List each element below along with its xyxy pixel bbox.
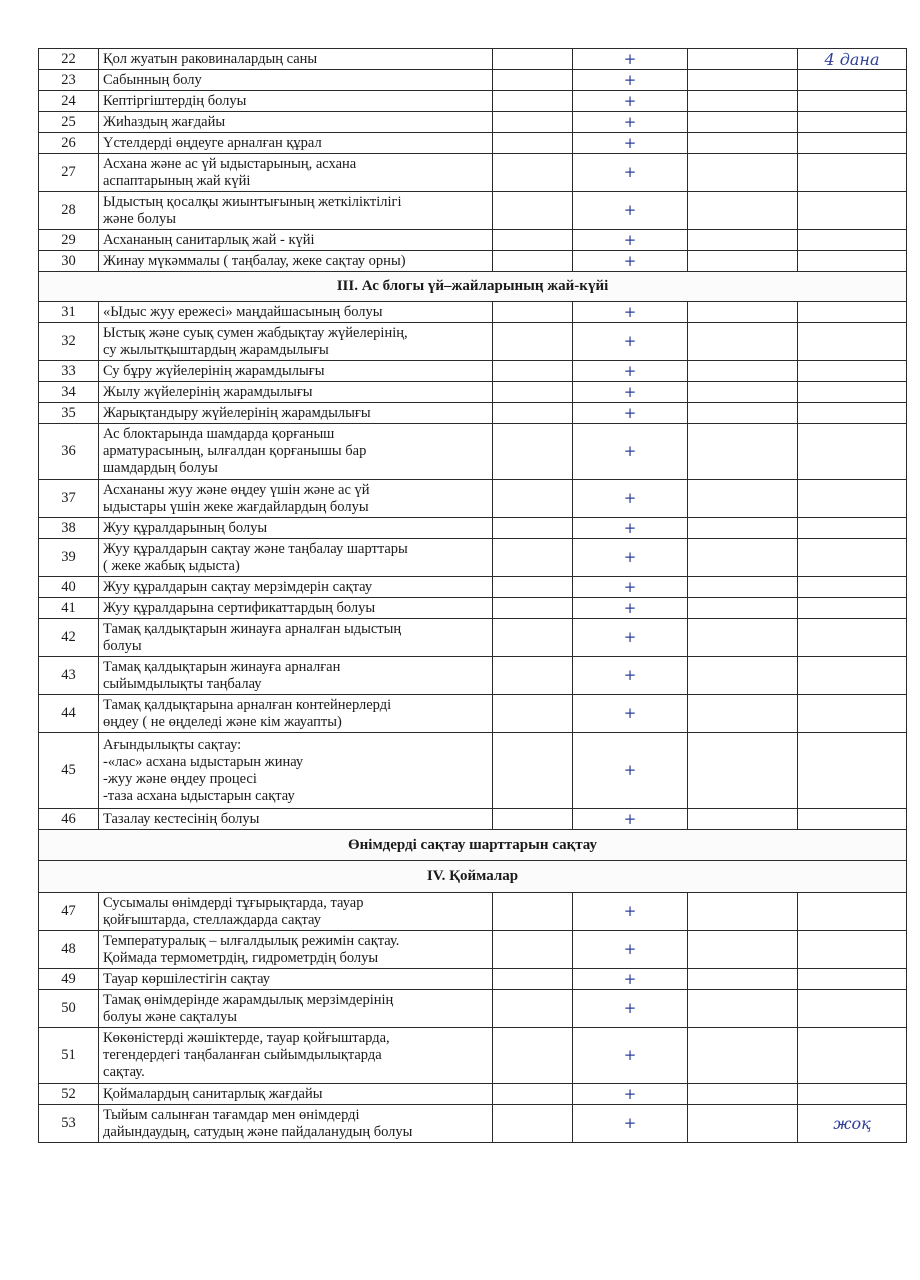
empty-cell bbox=[493, 1105, 573, 1143]
empty-cell bbox=[493, 154, 573, 192]
handwritten-check-mark: + bbox=[573, 809, 688, 830]
description-line: Жуу құралдарына сертификаттардың болуы bbox=[103, 599, 376, 616]
row-description bbox=[99, 382, 493, 403]
table-row bbox=[39, 302, 907, 323]
row-number: 41 bbox=[39, 598, 99, 619]
handwritten-check-mark: + bbox=[573, 539, 688, 577]
description-line: -жуу және өңдеу процесі bbox=[103, 770, 257, 787]
description-line: Тамақ қалдықтарын жинауға арналған bbox=[103, 658, 341, 675]
table-row bbox=[39, 1028, 907, 1084]
empty-cell bbox=[688, 969, 798, 990]
section-heading-storage-conditions: Өнімдерді сақтау шарттарын сақтау bbox=[39, 830, 907, 861]
section-row bbox=[39, 830, 907, 861]
table-row bbox=[39, 154, 907, 192]
description-line: Жиһаздың жағдайы bbox=[103, 113, 226, 130]
section-row bbox=[39, 861, 907, 893]
table-row bbox=[39, 403, 907, 424]
handwritten-check-mark: + bbox=[573, 361, 688, 382]
description-line: сыйымдылықты таңбалау bbox=[103, 675, 262, 692]
row-description bbox=[99, 990, 493, 1028]
row-description bbox=[99, 598, 493, 619]
row-number: 30 bbox=[39, 251, 99, 272]
description-line: Жуу құралдарын сақтау мерзімдерін сақтау bbox=[103, 578, 373, 595]
row-number: 43 bbox=[39, 657, 99, 695]
empty-cell bbox=[688, 70, 798, 91]
table-row bbox=[39, 518, 907, 539]
handwritten-check-mark: + bbox=[573, 480, 688, 518]
description-line: және болуы bbox=[103, 210, 176, 227]
table-row bbox=[39, 539, 907, 577]
empty-cell bbox=[688, 403, 798, 424]
description-line: Жинау мүкәммалы ( таңбалау, жеке сақтау орны) bbox=[103, 252, 406, 269]
row-number: 26 bbox=[39, 133, 99, 154]
description-line: қойғыштарда, стеллаждарда сақтау bbox=[103, 911, 321, 928]
handwritten-note bbox=[798, 990, 907, 1028]
section-heading-kitchen-premises: ІІІ. Ас блогы үй–жайларының жай-күйі bbox=[39, 272, 907, 302]
description-line: сақтау. bbox=[103, 1064, 145, 1080]
empty-cell bbox=[688, 192, 798, 230]
row-number: 46 bbox=[39, 809, 99, 830]
section-heading-group-3 bbox=[39, 272, 907, 302]
handwritten-note bbox=[798, 657, 907, 695]
handwritten-note bbox=[798, 112, 907, 133]
handwritten-note bbox=[798, 323, 907, 361]
row-number: 25 bbox=[39, 112, 99, 133]
table-row bbox=[39, 133, 907, 154]
table-row bbox=[39, 480, 907, 518]
handwritten-check-mark: + bbox=[573, 518, 688, 539]
table-row bbox=[39, 1105, 907, 1143]
row-number: 35 bbox=[39, 403, 99, 424]
empty-cell bbox=[688, 302, 798, 323]
empty-cell bbox=[688, 539, 798, 577]
table-row bbox=[39, 990, 907, 1028]
empty-cell bbox=[493, 1084, 573, 1105]
row-number: 45 bbox=[39, 733, 99, 809]
empty-cell bbox=[688, 598, 798, 619]
description-line: Қоймада термометрдің, гидрометрдің болуы bbox=[103, 949, 379, 966]
handwritten-note bbox=[798, 154, 907, 192]
handwritten-check-mark: + bbox=[573, 1028, 688, 1084]
table-row bbox=[39, 49, 907, 70]
row-number: 51 bbox=[39, 1028, 99, 1084]
section-heading-group-storage bbox=[39, 830, 907, 893]
empty-cell bbox=[688, 733, 798, 809]
table-row bbox=[39, 230, 907, 251]
handwritten-check-mark: + bbox=[573, 192, 688, 230]
description-line: Асхана және ас үй ыдыстарының, асхана bbox=[103, 155, 357, 172]
description-line: арматурасының, ылғалдан қорғанышы бар bbox=[103, 443, 367, 459]
row-number: 39 bbox=[39, 539, 99, 577]
table-row bbox=[39, 809, 907, 830]
empty-cell bbox=[688, 1028, 798, 1084]
handwritten-note bbox=[798, 133, 907, 154]
table-row bbox=[39, 733, 907, 809]
description-line: Үстелдерді өңдеуге арналған құрал bbox=[103, 134, 322, 151]
description-line: Жарықтандыру жүйелерінің жарамдылығы bbox=[103, 404, 371, 421]
handwritten-note bbox=[798, 598, 907, 619]
table-row bbox=[39, 382, 907, 403]
row-description bbox=[99, 518, 493, 539]
description-line: Ыдыстың қосалқы жиынтығының жеткіліктілігі bbox=[103, 193, 402, 210]
table-row bbox=[39, 619, 907, 657]
handwritten-note bbox=[798, 1084, 907, 1105]
empty-cell bbox=[688, 323, 798, 361]
row-description bbox=[99, 1028, 493, 1084]
empty-cell bbox=[688, 577, 798, 598]
row-description bbox=[99, 1105, 493, 1143]
description-line: Тамақ өнімдерінде жарамдылық мерзімдерінің bbox=[103, 991, 394, 1008]
description-line: өңдеу ( не өңделеді және кім жауапты) bbox=[103, 713, 342, 730]
description-line: Асхананы жуу және өңдеу үшін және ас үй bbox=[103, 481, 370, 498]
empty-cell bbox=[493, 1028, 573, 1084]
row-number: 49 bbox=[39, 969, 99, 990]
empty-cell bbox=[493, 809, 573, 830]
handwritten-note bbox=[798, 539, 907, 577]
handwritten-check-mark: + bbox=[573, 91, 688, 112]
handwritten-note bbox=[798, 302, 907, 323]
row-description bbox=[99, 480, 493, 518]
handwritten-note bbox=[798, 931, 907, 969]
section-heading-warehouses: IV. Қоймалар bbox=[39, 861, 907, 893]
row-number: 23 bbox=[39, 70, 99, 91]
row-number: 48 bbox=[39, 931, 99, 969]
handwritten-note bbox=[798, 695, 907, 733]
table-row bbox=[39, 192, 907, 230]
row-description bbox=[99, 302, 493, 323]
handwritten-check-mark: + bbox=[573, 577, 688, 598]
empty-cell bbox=[493, 112, 573, 133]
empty-cell bbox=[493, 323, 573, 361]
section-row bbox=[39, 272, 907, 302]
empty-cell bbox=[688, 518, 798, 539]
row-number: 37 bbox=[39, 480, 99, 518]
empty-cell bbox=[493, 931, 573, 969]
row-description bbox=[99, 969, 493, 990]
description-line: тегендердегі таңбаланған сыйымдылықтарда bbox=[103, 1047, 382, 1063]
empty-cell bbox=[493, 990, 573, 1028]
table-row bbox=[39, 598, 907, 619]
description-line: Тамақ қалдықтарына арналған контейнерлерді bbox=[103, 696, 392, 713]
row-number: 53 bbox=[39, 1105, 99, 1143]
description-line: -таза асхана ыдыстарын сақтау bbox=[103, 787, 295, 804]
table-row bbox=[39, 91, 907, 112]
empty-cell bbox=[688, 91, 798, 112]
handwritten-check-mark: + bbox=[573, 990, 688, 1028]
empty-cell bbox=[688, 809, 798, 830]
description-line: Ыстық және суық сумен жабдықтау жүйелерінің, bbox=[103, 324, 408, 341]
handwritten-note bbox=[798, 619, 907, 657]
description-line: Қоймалардың санитарлық жағдайы bbox=[103, 1085, 323, 1102]
empty-cell bbox=[493, 91, 573, 112]
table-row bbox=[39, 424, 907, 480]
row-description bbox=[99, 424, 493, 480]
table-row bbox=[39, 695, 907, 733]
handwritten-note bbox=[798, 577, 907, 598]
empty-cell bbox=[493, 133, 573, 154]
empty-cell bbox=[493, 598, 573, 619]
empty-cell bbox=[493, 969, 573, 990]
handwritten-note bbox=[798, 1028, 907, 1084]
row-description bbox=[99, 70, 493, 91]
empty-cell bbox=[688, 990, 798, 1028]
empty-cell bbox=[688, 931, 798, 969]
description-line: болуы bbox=[103, 637, 142, 654]
handwritten-note bbox=[798, 403, 907, 424]
handwritten-check-mark: + bbox=[573, 323, 688, 361]
row-number: 50 bbox=[39, 990, 99, 1028]
description-line: Тазалау кестесінің болуы bbox=[103, 810, 260, 827]
handwritten-check-mark: + bbox=[573, 1084, 688, 1105]
description-line: Жылу жүйелерінің жарамдылығы bbox=[103, 383, 313, 400]
description-line: -«лас» асхана ыдыстарын жинау bbox=[103, 753, 304, 770]
row-number: 44 bbox=[39, 695, 99, 733]
empty-cell bbox=[688, 133, 798, 154]
empty-cell bbox=[493, 619, 573, 657]
handwritten-note bbox=[798, 518, 907, 539]
empty-cell bbox=[493, 577, 573, 598]
row-number: 36 bbox=[39, 424, 99, 480]
row-description bbox=[99, 323, 493, 361]
row-description bbox=[99, 657, 493, 695]
row-description bbox=[99, 49, 493, 70]
row-description bbox=[99, 1084, 493, 1105]
handwritten-check-mark: + bbox=[573, 893, 688, 931]
handwritten-check-mark: + bbox=[573, 619, 688, 657]
empty-cell bbox=[493, 382, 573, 403]
handwritten-check-mark: + bbox=[573, 133, 688, 154]
handwritten-note bbox=[798, 361, 907, 382]
checklist-group-kitchen-premises bbox=[39, 302, 907, 830]
handwritten-note bbox=[798, 969, 907, 990]
row-number: 42 bbox=[39, 619, 99, 657]
empty-cell bbox=[688, 657, 798, 695]
empty-cell bbox=[493, 251, 573, 272]
table-row bbox=[39, 657, 907, 695]
row-description bbox=[99, 154, 493, 192]
handwritten-note bbox=[798, 893, 907, 931]
empty-cell bbox=[688, 382, 798, 403]
empty-cell bbox=[688, 112, 798, 133]
description-line: Ас блоктарында шамдарда қорғаныш bbox=[103, 426, 335, 442]
handwritten-check-mark: + bbox=[573, 302, 688, 323]
description-line: Сабынның болу bbox=[103, 71, 202, 88]
empty-cell bbox=[493, 733, 573, 809]
handwritten-check-mark: + bbox=[573, 230, 688, 251]
description-line: «Ыдыс жуу ережесі» маңдайшасының болуы bbox=[103, 303, 383, 320]
handwritten-note bbox=[798, 91, 907, 112]
row-description bbox=[99, 695, 493, 733]
empty-cell bbox=[688, 230, 798, 251]
empty-cell bbox=[493, 518, 573, 539]
handwritten-note bbox=[798, 70, 907, 91]
empty-cell bbox=[688, 480, 798, 518]
empty-cell bbox=[493, 657, 573, 695]
row-number: 32 bbox=[39, 323, 99, 361]
row-number: 33 bbox=[39, 361, 99, 382]
empty-cell bbox=[493, 539, 573, 577]
handwritten-check-mark: + bbox=[573, 382, 688, 403]
handwritten-note bbox=[798, 382, 907, 403]
empty-cell bbox=[493, 49, 573, 70]
description-line: Сусымалы өнімдерді тұғырықтарда, тауар bbox=[103, 894, 364, 911]
table-row bbox=[39, 251, 907, 272]
row-number: 22 bbox=[39, 49, 99, 70]
description-line: су жылытқыштардың жарамдылығы bbox=[103, 341, 329, 358]
empty-cell bbox=[688, 424, 798, 480]
handwritten-note bbox=[798, 192, 907, 230]
inspection-checklist-table bbox=[38, 48, 907, 1143]
row-description bbox=[99, 230, 493, 251]
handwritten-note bbox=[798, 230, 907, 251]
empty-cell bbox=[493, 302, 573, 323]
handwritten-check-mark: + bbox=[573, 70, 688, 91]
row-description bbox=[99, 251, 493, 272]
empty-cell bbox=[688, 1105, 798, 1143]
table-row bbox=[39, 577, 907, 598]
empty-cell bbox=[688, 1084, 798, 1105]
row-number: 52 bbox=[39, 1084, 99, 1105]
table-row bbox=[39, 112, 907, 133]
empty-cell bbox=[493, 192, 573, 230]
row-number: 34 bbox=[39, 382, 99, 403]
row-description bbox=[99, 619, 493, 657]
row-description bbox=[99, 91, 493, 112]
handwritten-check-mark: + bbox=[573, 733, 688, 809]
description-line: Асхананың санитарлық жай - күйі bbox=[103, 231, 315, 248]
empty-cell bbox=[493, 230, 573, 251]
empty-cell bbox=[493, 361, 573, 382]
empty-cell bbox=[688, 251, 798, 272]
row-number: 29 bbox=[39, 230, 99, 251]
handwritten-check-mark: + bbox=[573, 154, 688, 192]
handwritten-check-mark: + bbox=[573, 49, 688, 70]
handwritten-check-mark: + bbox=[573, 424, 688, 480]
description-line: Су бұру жүйелерінің жарамдылығы bbox=[103, 362, 325, 379]
description-line: болуы және сақталуы bbox=[103, 1008, 237, 1025]
description-line: Жуу құралдарын сақтау және таңбалау шарттары bbox=[103, 540, 408, 557]
handwritten-note bbox=[798, 480, 907, 518]
description-line: Кептіргіштердің болуы bbox=[103, 92, 247, 109]
table-row bbox=[39, 361, 907, 382]
empty-cell bbox=[688, 154, 798, 192]
row-description bbox=[99, 112, 493, 133]
row-number: 31 bbox=[39, 302, 99, 323]
handwritten-note bbox=[798, 424, 907, 480]
handwritten-note bbox=[798, 733, 907, 809]
row-description bbox=[99, 133, 493, 154]
empty-cell bbox=[493, 403, 573, 424]
handwritten-check-mark: + bbox=[573, 598, 688, 619]
handwritten-check-mark: + bbox=[573, 969, 688, 990]
table-row bbox=[39, 1084, 907, 1105]
empty-cell bbox=[688, 695, 798, 733]
table-row bbox=[39, 70, 907, 91]
row-number: 47 bbox=[39, 893, 99, 931]
row-number: 24 bbox=[39, 91, 99, 112]
table-row bbox=[39, 323, 907, 361]
handwritten-note: 4 дана bbox=[798, 49, 907, 70]
handwritten-check-mark: + bbox=[573, 1105, 688, 1143]
row-description bbox=[99, 733, 493, 809]
handwritten-check-mark: + bbox=[573, 112, 688, 133]
checklist-group-warehouses bbox=[39, 893, 907, 1143]
description-line: Тауар көршілестігін сақтау bbox=[103, 970, 271, 987]
row-description bbox=[99, 192, 493, 230]
row-description bbox=[99, 539, 493, 577]
empty-cell bbox=[493, 695, 573, 733]
description-line: дайындаудың, сатудың және пайдаланудың болуы bbox=[103, 1123, 413, 1140]
description-line: Тыйым салынған тағамдар мен өнімдерді bbox=[103, 1106, 360, 1123]
description-line: Ағындылықты сақтау: bbox=[103, 736, 242, 753]
description-line: аспаптарының жай күйі bbox=[103, 172, 251, 189]
table-row bbox=[39, 893, 907, 931]
handwritten-check-mark: + bbox=[573, 657, 688, 695]
handwritten-check-mark: + bbox=[573, 251, 688, 272]
handwritten-check-mark: + bbox=[573, 931, 688, 969]
row-number: 40 bbox=[39, 577, 99, 598]
description-line: ( жеке жабық ыдыста) bbox=[103, 557, 240, 574]
description-line: ыдыстары үшін жеке жағдайлардың болуы bbox=[103, 498, 369, 515]
row-description bbox=[99, 809, 493, 830]
handwritten-check-mark: + bbox=[573, 403, 688, 424]
empty-cell bbox=[493, 893, 573, 931]
empty-cell bbox=[688, 619, 798, 657]
row-number: 27 bbox=[39, 154, 99, 192]
handwritten-note: жоқ bbox=[798, 1105, 907, 1143]
row-description bbox=[99, 577, 493, 598]
row-number: 28 bbox=[39, 192, 99, 230]
empty-cell bbox=[493, 480, 573, 518]
table-row bbox=[39, 969, 907, 990]
empty-cell bbox=[688, 893, 798, 931]
row-description bbox=[99, 931, 493, 969]
handwritten-check-mark: + bbox=[573, 695, 688, 733]
empty-cell bbox=[688, 49, 798, 70]
empty-cell bbox=[493, 424, 573, 480]
description-line: шамдардың болуы bbox=[103, 460, 218, 476]
checklist-group-canteen bbox=[39, 49, 907, 272]
handwritten-note bbox=[798, 809, 907, 830]
row-description bbox=[99, 361, 493, 382]
description-line: Қол жуатын раковиналардың саны bbox=[103, 50, 318, 67]
empty-cell bbox=[493, 70, 573, 91]
description-line: Жуу құралдарының болуы bbox=[103, 519, 268, 536]
table-row bbox=[39, 931, 907, 969]
empty-cell bbox=[688, 361, 798, 382]
description-line: Тамақ қалдықтарын жинауға арналған ыдыстың bbox=[103, 620, 402, 637]
handwritten-note bbox=[798, 251, 907, 272]
description-line: Көкөністерді жәшіктерде, тауар қойғыштарда, bbox=[103, 1030, 390, 1046]
row-number: 38 bbox=[39, 518, 99, 539]
row-description bbox=[99, 893, 493, 931]
row-description bbox=[99, 403, 493, 424]
description-line: Температуралық – ылғалдылық режимін сақтау. bbox=[103, 932, 400, 949]
